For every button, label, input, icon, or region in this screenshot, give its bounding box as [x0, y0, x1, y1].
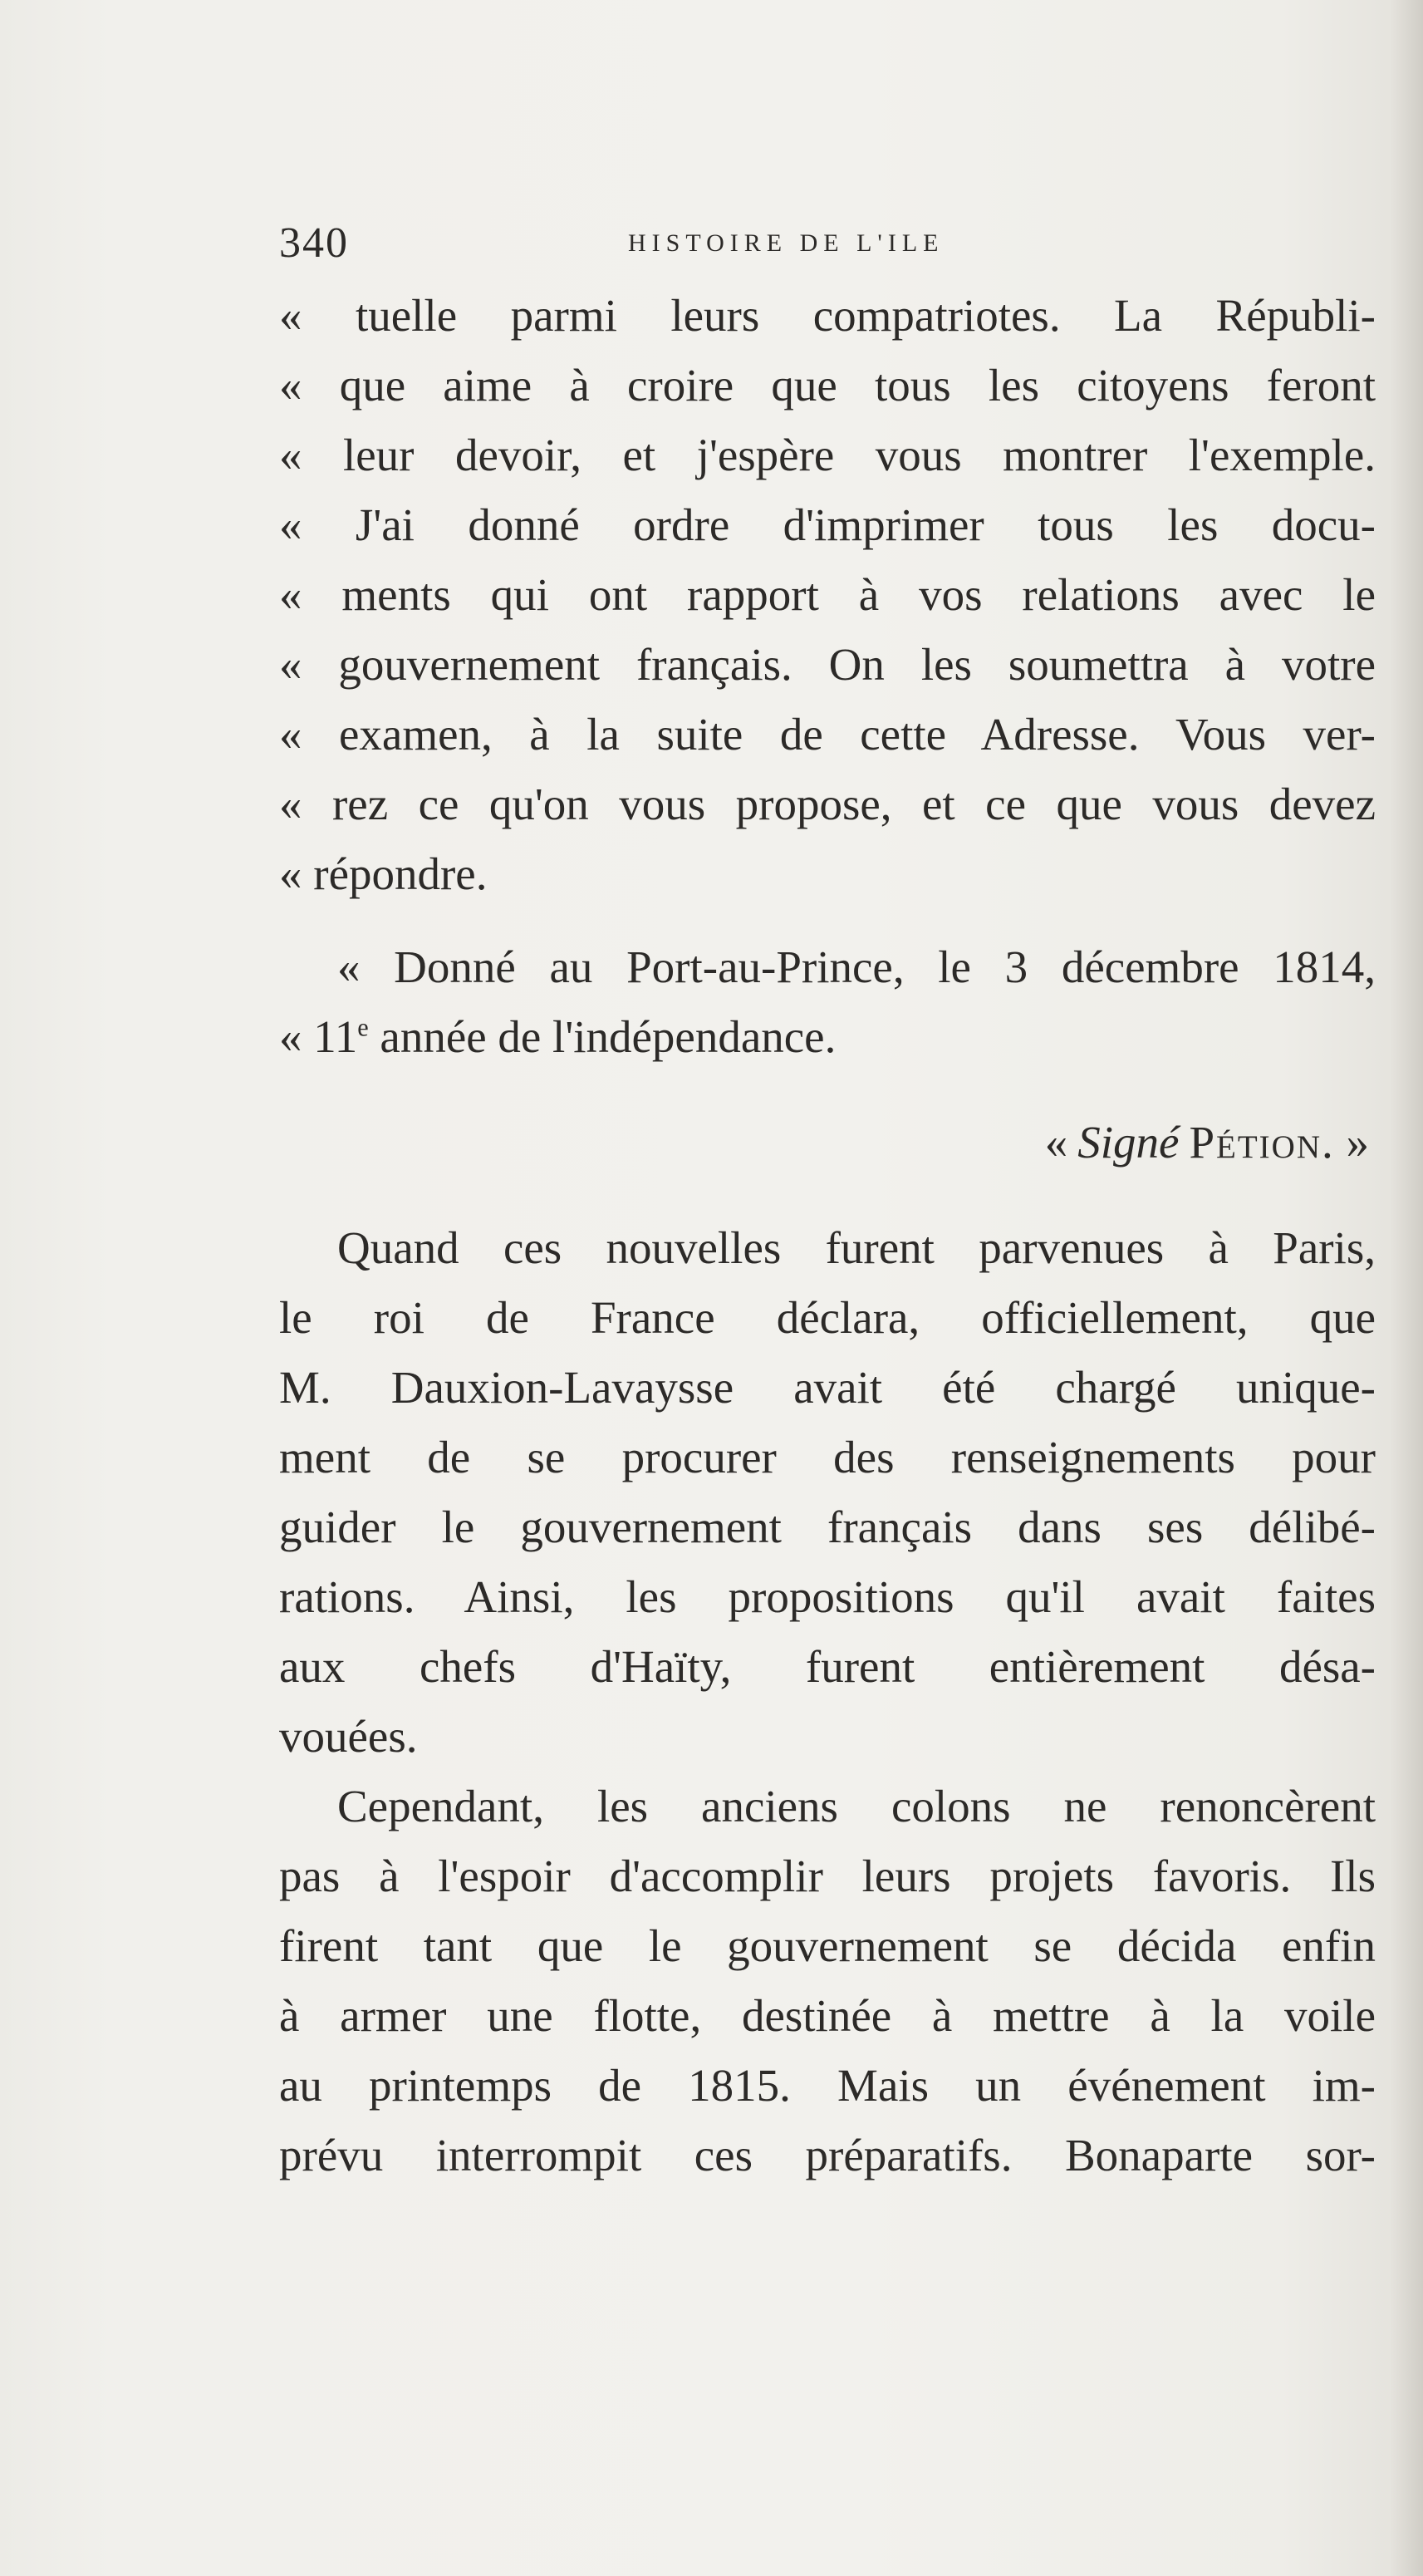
quote-line: « que aime à croire que tous les citoyens feront	[279, 360, 1376, 410]
running-title: HISTOIRE DE L'ILE	[628, 229, 945, 257]
paragraph-line: pas à l'espoir d'accomplir leurs projets favoris. Ils	[279, 1851, 1376, 1901]
ordinal-superscript: e	[357, 1013, 369, 1042]
dateline-prefix: « 11	[279, 1011, 358, 1062]
paragraph-line: Quand ces nouvelles furent parvenues à Paris,	[337, 1222, 1376, 1273]
paragraph-line: Cependant, les anciens colons ne renoncèrent	[337, 1781, 1376, 1831]
signature-close-quote: »	[1346, 1117, 1369, 1168]
paragraph-line: vouées.	[279, 1711, 418, 1762]
quote-line: « tuelle parmi leurs compatriotes. La Républi-	[279, 290, 1376, 341]
quote-line: « J'ai donné ordre d'imprimer tous les docu-	[279, 499, 1376, 550]
quote-line: « rez ce qu'on vous propose, et ce que vous devez	[279, 779, 1376, 829]
signature-open-quote: «	[1044, 1117, 1068, 1168]
page-header	[279, 214, 1376, 273]
signature-line	[279, 1105, 1376, 1180]
page-gutter-shadow	[1390, 0, 1423, 2576]
paragraph-line: au printemps de 1815. Mais un événement im-	[279, 2060, 1376, 2111]
signature-name: Pétion.	[1189, 1117, 1335, 1168]
quote-line: « répondre.	[279, 848, 488, 899]
paragraph-line: prévu interrompit ces préparatifs. Bonaparte sor-	[279, 2130, 1376, 2180]
paragraph-line: rations. Ainsi, les propositions qu'il avait faites	[279, 1571, 1376, 1622]
dateline-line-1: « Donné au Port-au-Prince, le 3 décembre 1814,	[337, 941, 1376, 992]
paragraph-line: guider le gouvernement français dans ses délibé-	[279, 1502, 1376, 1552]
quote-line: « ments qui ont rapport à vos relations avec le	[279, 569, 1376, 620]
paragraph-line: à armer une flotte, destinée à mettre à la voile	[279, 1990, 1376, 2041]
dateline-line-2	[279, 1002, 1376, 1072]
dateline-rest: année de l'indépendance.	[368, 1011, 837, 1062]
paragraph-line: ment de se procurer des renseignements pour	[279, 1432, 1376, 1482]
quote-line: « gouvernement français. On les soumettra à votre	[279, 639, 1376, 690]
page-number: 340	[279, 219, 349, 267]
quote-line: « leur devoir, et j'espère vous montrer l'exemple.	[279, 430, 1376, 480]
paragraph-line: le roi de France déclara, officiellement, que	[279, 1292, 1376, 1343]
paragraph-line: aux chefs d'Haïty, furent entièrement désa-	[279, 1641, 1376, 1692]
quote-line: « examen, à la suite de cette Adresse. Vous ver-	[279, 709, 1376, 760]
paragraph-line: M. Dauxion-Lavaysse avait été chargé unique-	[279, 1362, 1376, 1413]
signature-word: Signé	[1077, 1117, 1180, 1168]
paragraph-line: firent tant que le gouvernement se décida enfin	[279, 1920, 1376, 1971]
text-block	[279, 281, 1376, 2190]
